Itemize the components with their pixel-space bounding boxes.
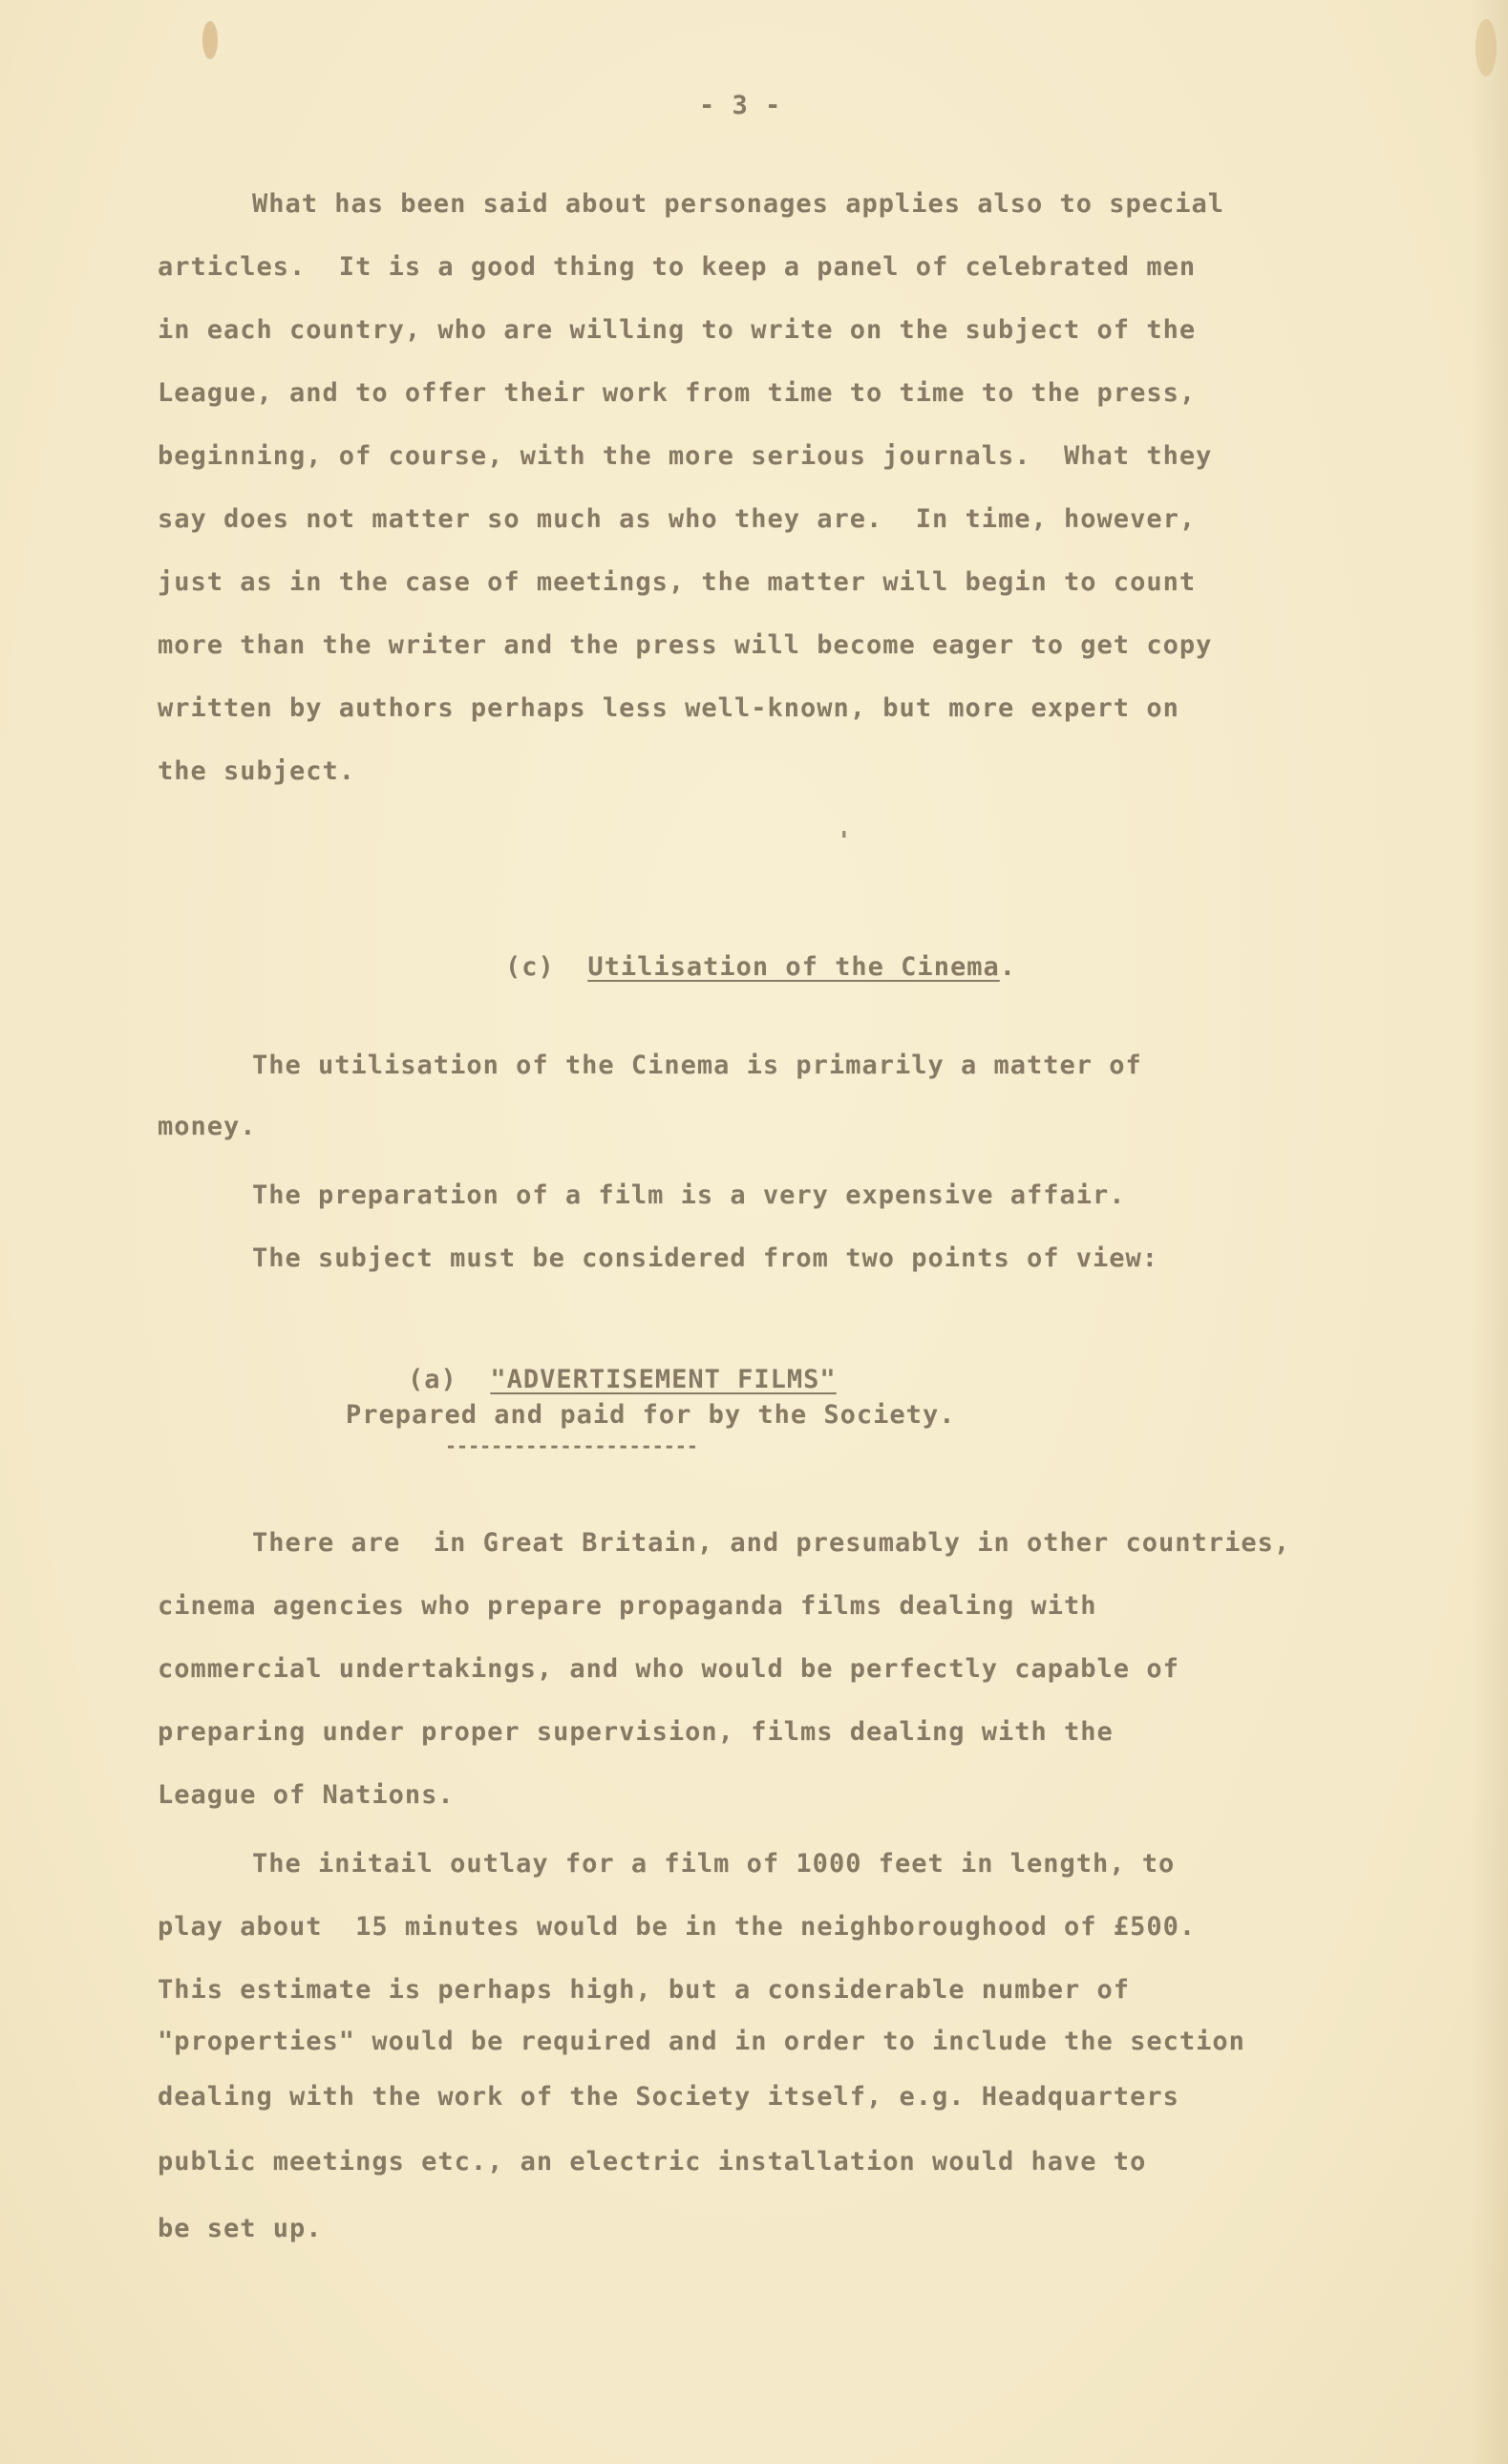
text-line: say does not matter so much as who they are. In time, however,: [158, 504, 1197, 534]
text-line: "properties" would be required and in order to include the section: [158, 2027, 1245, 2056]
text-line: money.: [158, 1112, 257, 1141]
text-line: beginning, of course, with the more serious journals. What they: [158, 441, 1213, 471]
subsection-title: "ADVERTISEMENT FILMS": [490, 1365, 837, 1394]
text-line: The initail outlay for a film of 1000 feet in length, to: [252, 1849, 1176, 1879]
subsection-subtitle: Prepared and paid for by the Society.: [346, 1400, 956, 1430]
page-edge-shadow: [1470, 0, 1508, 2464]
ink-stain: [202, 21, 218, 59]
text-line: The subject must be considered from two points of view:: [252, 1243, 1159, 1273]
section-label: (c): [505, 952, 555, 982]
text-line: just as in the case of meetings, the matter will begin to count: [158, 567, 1197, 597]
stray-mark: ': [837, 827, 852, 856]
text-line: play about 15 minutes would be in the neighboroughood of £500.: [158, 1912, 1197, 1942]
text-line: cinema agencies who prepare propaganda films dealing with: [158, 1591, 1097, 1621]
text-line: The preparation of a film is a very expensive affair.: [252, 1180, 1126, 1210]
text-line: There are in Great Britain, and presumably in other countries,: [252, 1528, 1291, 1558]
section-heading: [439, 923, 1016, 1011]
text-line: commercial undertakings, and who would be perfectly capable of: [158, 1654, 1179, 1684]
text-line: public meetings etc., an electric installation would have to: [158, 2147, 1147, 2177]
text-line: in each country, who are willing to write on the subject of the: [158, 315, 1197, 345]
section-period: .: [999, 952, 1016, 982]
text-line: League, and to offer their work from time to time to the press,: [158, 378, 1197, 408]
text-line: the subject.: [158, 756, 356, 786]
subsection-label: (a): [408, 1365, 457, 1394]
text-line: be set up.: [158, 2214, 323, 2243]
page-number: - 3 -: [699, 91, 782, 120]
text-line: The utilisation of the Cinema is primarily a matter of: [252, 1051, 1142, 1080]
text-line: League of Nations.: [158, 1780, 455, 1810]
text-line: preparing under proper supervision, films dealing with the: [158, 1717, 1114, 1747]
subsection-rule: ----------------------: [445, 1434, 698, 1457]
text-line: more than the writer and the press will become eager to get copy: [158, 630, 1213, 660]
section-title: Utilisation of the Cinema: [587, 952, 1000, 982]
corner-stain: [1476, 19, 1497, 76]
text-line: What has been said about personages applies also to special: [252, 189, 1225, 219]
text-line: dealing with the work of the Society itself, e.g. Headquarters: [158, 2082, 1179, 2112]
text-line: This estimate is perhaps high, but a considerable number of: [158, 1975, 1131, 2005]
text-line: written by authors perhaps less well-known, but more expert on: [158, 693, 1179, 723]
text-line: articles. It is a good thing to keep a panel of celebrated men: [158, 252, 1197, 282]
